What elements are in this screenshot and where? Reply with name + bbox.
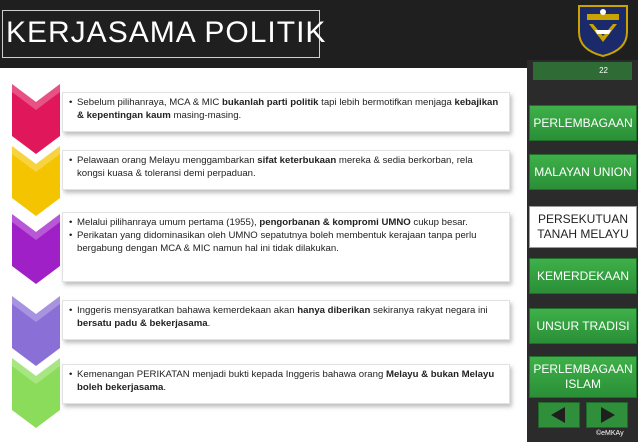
nav-button-perlembagaan[interactable]	[529, 105, 637, 141]
content-card	[62, 212, 510, 282]
bold-phrase: hanya diberikan	[297, 305, 371, 316]
text-segment: Pelawaan orang Melayu menggambarkan	[77, 155, 258, 166]
bold-phrase: bukanlah parti politik	[222, 97, 319, 108]
nav-button-label-line: ISLAM	[564, 377, 601, 391]
bullet-text	[77, 97, 501, 123]
nav-button-malayan-union[interactable]	[529, 154, 637, 190]
bullet-text	[77, 305, 501, 331]
bullet-icon: •	[69, 217, 73, 228]
nav-button-label	[533, 362, 632, 392]
bullet-icon: •	[69, 229, 73, 241]
text-segment: Kemenangan PERIKATAN menjadi bukti kepada Inggeris bahawa orang	[77, 369, 386, 380]
text-segment: sekiranya rakyat negara ini	[370, 305, 488, 316]
page-number: 22	[533, 62, 632, 80]
university-logo-icon	[573, 2, 633, 58]
nav-button-label-line: PERLEMBAGAAN	[533, 362, 633, 376]
bullet-text	[77, 155, 501, 181]
text-segment: cukup besar.	[410, 217, 468, 228]
prev-button[interactable]	[538, 402, 580, 428]
nav-button-label-line: MALAYAN UNION	[534, 164, 632, 179]
credit-text: ©eMKAy	[596, 430, 624, 437]
bold-phrase: sifat keterbukaan	[257, 155, 337, 166]
text-segment: .	[163, 381, 167, 393]
nav-button-label-line: PERLEMBAGAAN	[533, 115, 633, 130]
bullet-item	[69, 230, 501, 256]
chevron-down-icon	[12, 146, 60, 218]
next-button[interactable]	[586, 402, 628, 428]
nav-button-unsur-tradisi[interactable]	[529, 308, 637, 344]
bullet-icon: •	[69, 155, 73, 166]
content-card	[62, 92, 510, 132]
bullet-item	[69, 369, 501, 395]
nav-arrows	[538, 402, 628, 428]
nav-button-persekutuan-tanah-melayu[interactable]	[529, 206, 637, 248]
page-title: KERJASAMA POLITIK	[6, 16, 327, 49]
nav-button-label	[536, 319, 629, 334]
chevron-down-icon	[12, 214, 60, 286]
nav-button-label	[533, 116, 632, 131]
bullet-icon: •	[69, 305, 73, 316]
nav-button-label	[537, 269, 629, 284]
text-segment: Sebelum pilihanraya, MCA & MIC	[77, 97, 223, 108]
nav-button-perlembagaan-islam[interactable]	[529, 356, 637, 398]
bold-phrase: bersatu padu & bekerjasama	[77, 317, 208, 329]
bullet-text	[77, 230, 501, 256]
content-card	[62, 364, 510, 404]
bullet-text	[77, 369, 501, 395]
header-bar	[0, 0, 638, 68]
text-segment: Melalui pilihanraya umum pertama (1955),	[77, 217, 260, 228]
right-arrow-icon	[587, 403, 627, 427]
bullet-item	[69, 97, 501, 123]
nav-button-label	[534, 165, 632, 180]
bold-phrase: kebajikan & kepentingan kaum	[77, 97, 499, 121]
bullet-icon: •	[69, 97, 73, 108]
chevron-down-icon	[12, 358, 60, 430]
text-segment: .	[207, 317, 211, 329]
bullet-text	[77, 217, 468, 230]
text-segment: Inggeris mensyaratkan bahawa kemerdekaan akan	[77, 305, 298, 316]
text-segment: masing-masing.	[170, 109, 242, 121]
content-card	[62, 300, 510, 340]
text-segment: tapi lebih bermotifkan menjaga	[318, 97, 455, 108]
bold-phrase: pengorbanan & kompromi UMNO	[259, 217, 411, 228]
bullet-item	[69, 155, 501, 181]
text-segment: mereka & sedia berkorban, rela kongsi kuasa & toleransi demi perpaduan.	[77, 155, 473, 179]
bullet-icon: •	[69, 369, 73, 380]
bullet-item	[69, 217, 501, 230]
left-arrow-icon	[539, 403, 579, 427]
text-segment: Perikatan yang didominasikan oleh UMNO sepatutnya boleh membentuk kerajaan tanpa perlu bergabung dengan MCA & MIC namun hal ini tidak dilakukan.	[77, 229, 477, 254]
bullet-item	[69, 305, 501, 331]
content-card	[62, 150, 510, 190]
nav-button-kemerdekaan[interactable]	[529, 258, 637, 294]
nav-button-label-line: UNSUR TRADISI	[536, 318, 630, 333]
bold-phrase: Melayu & bukan Melayu boleh bekerjasama	[77, 369, 495, 393]
nav-button-label-line: KEMERDEKAAN	[536, 268, 630, 283]
nav-button-label-line: PERSEKUTUAN	[537, 212, 628, 226]
nav-button-label	[537, 212, 629, 242]
nav-button-label-line: TANAH MELAYU	[537, 227, 629, 241]
